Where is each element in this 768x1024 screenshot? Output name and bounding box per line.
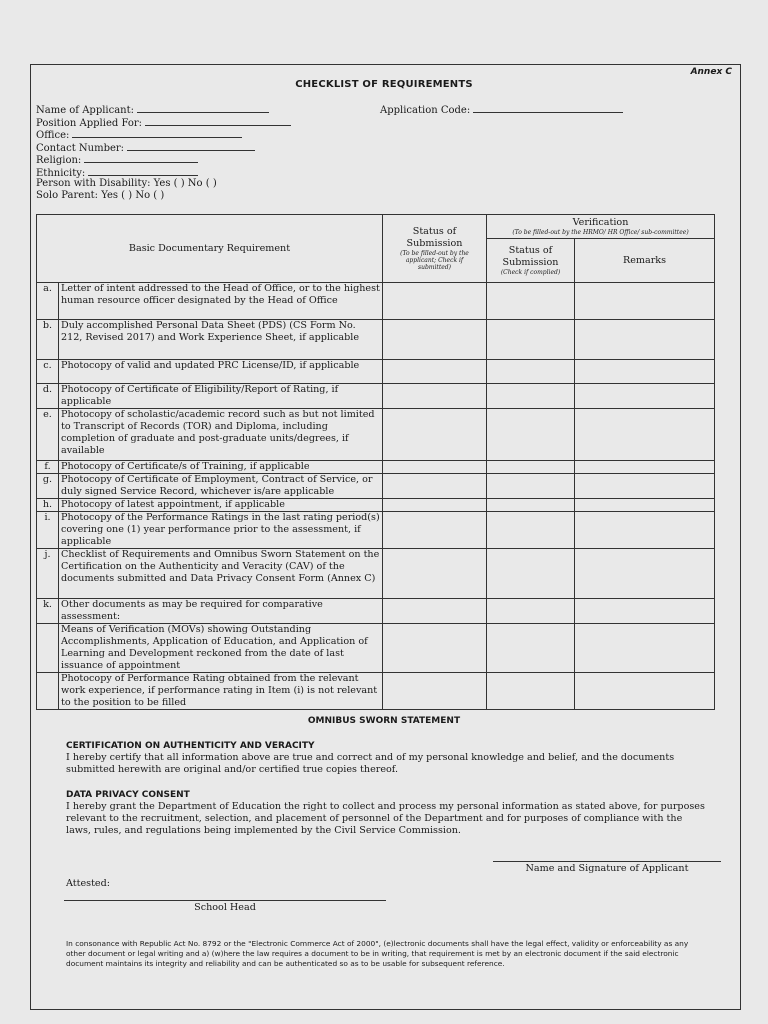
table-row bbox=[37, 474, 715, 499]
row-status-cell[interactable] bbox=[383, 461, 487, 474]
table-row bbox=[37, 624, 715, 673]
table-row bbox=[37, 320, 715, 360]
ethnicity-field[interactable] bbox=[88, 166, 198, 176]
cav-text: I hereby certify that all information above are true and correct and of my personal knowledge and belief, and the documents submitted herewith are original and/or certified true copies thereof. bbox=[66, 752, 675, 775]
row-verification-cell[interactable] bbox=[487, 283, 575, 320]
row-remarks-cell[interactable] bbox=[575, 474, 715, 499]
attested-label: Attested: bbox=[66, 878, 110, 889]
row-status-cell[interactable] bbox=[383, 499, 487, 512]
row-remarks-cell[interactable] bbox=[575, 384, 715, 409]
religion-label: Religion: bbox=[36, 155, 82, 166]
row-requirement: Means of Verification (MOVs) showing Outstanding Accomplishments, Application of Education, and Application of Learning and Development reckoned from the date of last issuance of appointment bbox=[59, 624, 383, 673]
row-letter bbox=[37, 624, 59, 673]
row-verification-cell[interactable] bbox=[487, 320, 575, 360]
row-verification-cell[interactable] bbox=[487, 549, 575, 599]
omnibus-title: OMNIBUS SWORN STATEMENT bbox=[307, 716, 461, 726]
annex-label: Annex C bbox=[690, 67, 732, 77]
row-requirement: Photocopy of Performance Rating obtained from the relevant work experience, if performance rating in Item (i) is not relevant to the position to be filled bbox=[59, 673, 383, 710]
requirements-table bbox=[36, 214, 715, 710]
table-row bbox=[37, 512, 715, 549]
row-requirement: Checklist of Requirements and Omnibus Sworn Statement on the Certification on the Authenticity and Veracity (CAV) of the documents submitted and Data Privacy Consent Form (Annex C) bbox=[59, 549, 383, 599]
verification-status-header: Status of Submission (Check if complied) bbox=[487, 239, 575, 283]
row-requirement: Photocopy of latest appointment, if applicable bbox=[59, 499, 383, 512]
table-row bbox=[37, 499, 715, 512]
applicant-name-row bbox=[36, 103, 269, 116]
row-verification-cell[interactable] bbox=[487, 384, 575, 409]
school-head-label: School Head bbox=[194, 902, 256, 913]
table-row bbox=[37, 549, 715, 599]
row-verification-cell[interactable] bbox=[487, 512, 575, 549]
row-requirement: Photocopy of valid and updated PRC License/ID, if applicable bbox=[59, 360, 383, 384]
row-verification-cell[interactable] bbox=[487, 409, 575, 461]
office-field[interactable] bbox=[72, 128, 242, 138]
row-requirement: Letter of intent addressed to the Head of Office, or to the highest human resource officer designated by the Head of Office bbox=[59, 283, 383, 320]
row-remarks-cell[interactable] bbox=[575, 360, 715, 384]
row-letter: j. bbox=[37, 549, 59, 599]
row-requirement: Photocopy of Certificate of Eligibility/Report of Rating, if applicable bbox=[59, 384, 383, 409]
contact-field[interactable] bbox=[127, 141, 255, 151]
row-requirement: Photocopy of scholastic/academic record such as but not limited to Transcript of Records (TOR) and Diploma, including completion of graduate and post-graduate units/degrees, if available bbox=[59, 409, 383, 461]
applicant-name-field[interactable] bbox=[137, 103, 269, 113]
footnote: In consonance with Republic Act No. 8792 or the "Electronic Commerce Act of 2000", (e)lectronic documents shall have the legal effect, validity or enforceability as any other document or legal writing and a) (w)here the law requires a document to be in writing, that requirement is met by an electronic document if the said electronic document maintains its integrity and reliability and can be authenticated so as to be usable for subsequent reference. bbox=[66, 939, 689, 968]
row-letter: d. bbox=[37, 384, 59, 409]
school-head-signature-line[interactable] bbox=[64, 900, 386, 901]
row-remarks-cell[interactable] bbox=[575, 409, 715, 461]
row-letter: i. bbox=[37, 512, 59, 549]
row-letter: f. bbox=[37, 461, 59, 474]
row-requirement: Photocopy of the Performance Ratings in the last rating period(s) covering one (1) year performance prior to the assessment, if applicable bbox=[59, 512, 383, 549]
application-code-row bbox=[380, 103, 623, 116]
row-letter: e. bbox=[37, 409, 59, 461]
row-status-cell[interactable] bbox=[383, 360, 487, 384]
row-letter: h. bbox=[37, 499, 59, 512]
pwd-row[interactable]: Person with Disability: Yes ( ) No ( ) bbox=[36, 178, 217, 189]
row-status-cell[interactable] bbox=[383, 474, 487, 499]
solo-parent-row[interactable]: Solo Parent: Yes ( ) No ( ) bbox=[36, 190, 165, 201]
row-verification-cell[interactable] bbox=[487, 360, 575, 384]
form-title: CHECKLIST OF REQUIREMENTS bbox=[295, 79, 473, 90]
table-row bbox=[37, 409, 715, 461]
table-row bbox=[37, 673, 715, 710]
row-status-cell[interactable] bbox=[383, 624, 487, 673]
applicant-name-label: Name of Applicant: bbox=[36, 105, 135, 116]
applicant-signature-label: Name and Signature of Applicant bbox=[525, 863, 689, 874]
row-verification-cell[interactable] bbox=[487, 624, 575, 673]
dpc-text: I hereby grant the Department of Education the right to collect and process my personal information as stated above, for purposes relevant to the recruitment, selection, and placement of personnel of the Department and for purposes of compliance with the laws, rules, and regulations being implemented by the Civil Service Commission. bbox=[66, 801, 705, 836]
row-status-cell[interactable] bbox=[383, 673, 487, 710]
position-field[interactable] bbox=[145, 116, 291, 126]
row-status-cell[interactable] bbox=[383, 549, 487, 599]
row-status-cell[interactable] bbox=[383, 320, 487, 360]
religion-field[interactable] bbox=[84, 153, 198, 163]
row-letter: a. bbox=[37, 283, 59, 320]
row-letter: c. bbox=[37, 360, 59, 384]
row-remarks-cell[interactable] bbox=[575, 673, 715, 710]
row-remarks-cell[interactable] bbox=[575, 461, 715, 474]
office-row bbox=[36, 128, 242, 141]
applicant-signature-line[interactable] bbox=[493, 861, 721, 862]
contact-label: Contact Number: bbox=[36, 143, 125, 154]
row-verification-cell[interactable] bbox=[487, 474, 575, 499]
table-row bbox=[37, 283, 715, 320]
row-remarks-cell[interactable] bbox=[575, 599, 715, 624]
application-code-label: Application Code: bbox=[380, 105, 471, 116]
row-remarks-cell[interactable] bbox=[575, 624, 715, 673]
row-letter: k. bbox=[37, 599, 59, 624]
row-requirement: Duly accomplished Personal Data Sheet (PDS) (CS Form No. 212, Revised 2017) and Work Experience Sheet, if applicable bbox=[59, 320, 383, 360]
table-row bbox=[37, 461, 715, 474]
row-verification-cell[interactable] bbox=[487, 673, 575, 710]
status-column-header: Status of Submission (To be filled-out by the applicant; Check if submitted) bbox=[383, 215, 487, 283]
requirement-column-header: Basic Documentary Requirement bbox=[37, 215, 383, 283]
row-status-cell[interactable] bbox=[383, 512, 487, 549]
office-label: Office: bbox=[36, 130, 70, 141]
row-status-cell[interactable] bbox=[383, 384, 487, 409]
row-requirement: Photocopy of Certificate of Employment, Contract of Service, or duly signed Service Record, whichever is/are applicable bbox=[59, 474, 383, 499]
table-row bbox=[37, 360, 715, 384]
position-label: Position Applied For: bbox=[36, 118, 143, 129]
verification-column-header: Verification (To be filled-out by the HRMO/ HR Office/ sub-committee) bbox=[487, 215, 715, 239]
row-remarks-cell[interactable] bbox=[575, 283, 715, 320]
table-row bbox=[37, 599, 715, 624]
application-code-field[interactable] bbox=[473, 103, 623, 113]
row-requirement: Photocopy of Certificate/s of Training, if applicable bbox=[59, 461, 383, 474]
row-verification-cell[interactable] bbox=[487, 461, 575, 474]
row-remarks-cell[interactable] bbox=[575, 512, 715, 549]
religion-row bbox=[36, 153, 198, 166]
row-status-cell[interactable] bbox=[383, 599, 487, 624]
row-letter bbox=[37, 673, 59, 710]
dpc-title: DATA PRIVACY CONSENT bbox=[66, 790, 190, 800]
row-status-cell[interactable] bbox=[383, 283, 487, 320]
row-verification-cell[interactable] bbox=[487, 599, 575, 624]
row-requirement: Other documents as may be required for comparative assessment: bbox=[59, 599, 383, 624]
cav-title: CERTIFICATION ON AUTHENTICITY AND VERACITY bbox=[66, 741, 315, 751]
row-letter: g. bbox=[37, 474, 59, 499]
table-row bbox=[37, 384, 715, 409]
row-remarks-cell[interactable] bbox=[575, 320, 715, 360]
row-status-cell[interactable] bbox=[383, 409, 487, 461]
ethnicity-label: Ethnicity: bbox=[36, 168, 86, 179]
row-remarks-cell[interactable] bbox=[575, 499, 715, 512]
row-letter: b. bbox=[37, 320, 59, 360]
row-remarks-cell[interactable] bbox=[575, 549, 715, 599]
row-verification-cell[interactable] bbox=[487, 499, 575, 512]
remarks-column-header: Remarks bbox=[575, 239, 715, 283]
